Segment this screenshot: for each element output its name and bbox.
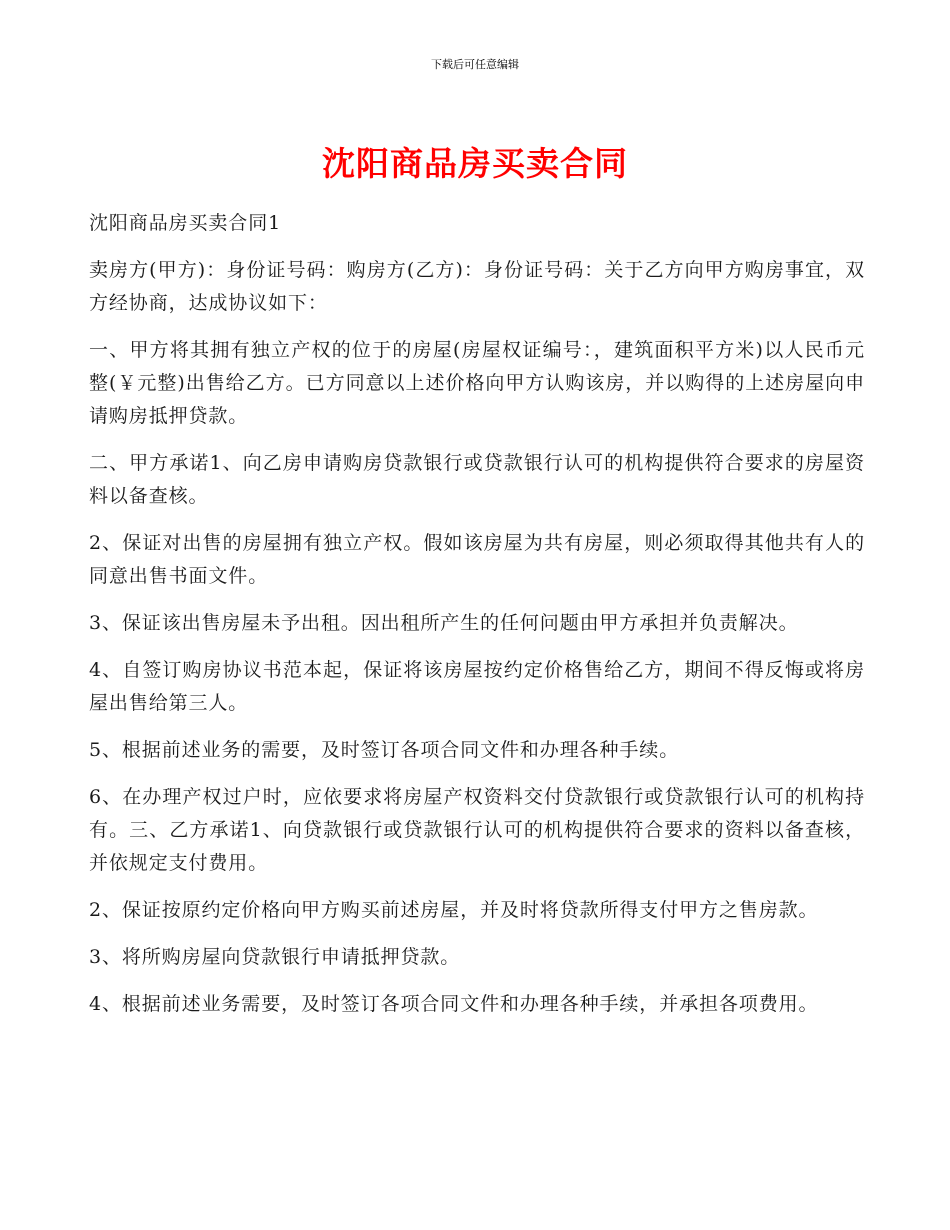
paragraph-buyer-item-3: 3、将所购房屋向贷款银行申请抵押贷款。 [89,946,461,968]
paragraph-seller-item-5: 5、根据前述业务的需要，及时签订各项合同文件和办理各种手续。 [89,739,680,761]
paragraph-buyer-item-2: 2、保证按原约定价格向甲方购买前述房屋，并及时将贷款所得支付甲方之售房款。 [89,899,819,921]
paragraph-seller-item-3: 3、保证该出售房屋未予出租。因出租所产生的任何问题由甲方承担并负责解决。 [89,612,799,634]
paragraph-clause-1: 一、甲方将其拥有独立产权的位于的房屋(房屋权证编号：，建筑面积平方米)以人民币元整(￥元整)出售给乙方。已方同意以上述价格向甲方认购该房，并以购得的上述房屋向申请购房抵押贷款。 [89,339,865,427]
paragraph-seller-item-6: 6、在办理产权过户时，应依要求将房屋产权资料交付贷款银行或贷款银行认可的机构持有。三、乙方承诺1、向贷款银行或贷款银行认可的机构提供符合要求的资料以备查核，并依规定支付费用。 [89,786,865,874]
paragraph-parties: 卖房方(甲方)：身份证号码：购房方(乙方)：身份证号码：关于乙方向甲方购房事宜，双方经协商，达成协议如下： [89,259,865,314]
paragraph-subtitle: 沈阳商品房买卖合同1 [89,212,282,234]
document-body [89,207,865,1035]
paragraph-clause-2: 二、甲方承诺1、向乙房申请购房贷款银行或贷款银行认可的机构提供符合要求的房屋资料以备查核。 [89,452,865,507]
paragraph-buyer-item-4: 4、根据前述业务需要，及时签订各项合同文件和办理各种手续，并承担各项费用。 [89,993,819,1015]
paragraph-seller-item-4: 4、自签订购房协议书范本起，保证将该房屋按约定价格售给乙方，期间不得反悔或将房屋出售给第三人。 [89,659,865,714]
paragraph-seller-item-2: 2、保证对出售的房屋拥有独立产权。假如该房屋为共有房屋，则必须取得其他共有人的同意出售书面文件。 [89,532,865,587]
document-title: 沈阳商品房买卖合同 [322,144,628,183]
page-header-note: 下载后可任意编辑 [431,58,519,71]
